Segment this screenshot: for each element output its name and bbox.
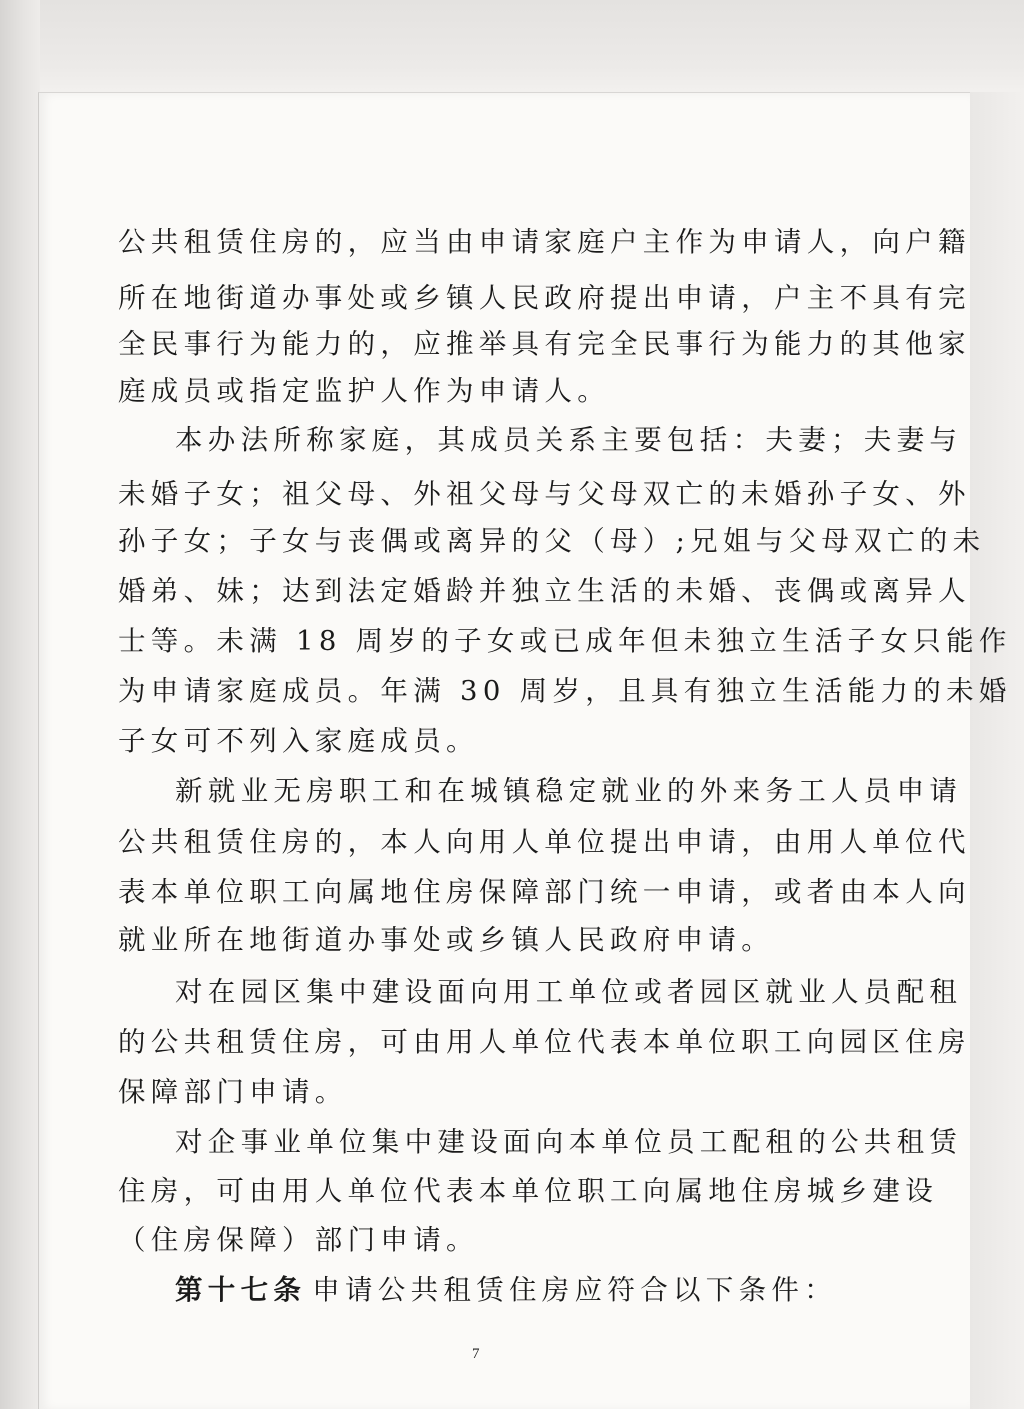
text-line: 保障部门申请。	[118, 1076, 348, 1108]
text-line: 对在园区集中建设面向用工单位或者园区就业人员配租	[175, 976, 963, 1008]
text-line: 孙子女；子女与丧偶或离异的父（母）;兄姐与父母双亡的未	[118, 525, 986, 557]
article-text: 申请公共租赁住房应符合以下条件：	[312, 1274, 838, 1306]
text-line: 住房，可由用人单位代表本单位职工向属地住房城乡建设	[118, 1175, 938, 1207]
text-line: 表本单位职工向属地住房保障部门统一申请，或者由本人向	[118, 876, 971, 908]
page-binding-shadow	[0, 0, 40, 1409]
text-line: 庭成员或指定监护人作为申请人。	[118, 375, 610, 407]
text-line: 士等。未满 18 周岁的子女或已成年但未独立生活子女只能作	[118, 625, 1012, 657]
text-line: 所在地街道办事处或乡镇人民政府提出申请，户主不具有完	[118, 282, 971, 314]
text-line: 的公共租赁住房，可由用人单位代表本单位职工向园区住房	[118, 1026, 971, 1058]
text-line: 本办法所称家庭，其成员关系主要包括：夫妻；夫妻与	[175, 424, 963, 456]
text-line: 婚弟、妹；达到法定婚龄并独立生活的未婚、丧偶或离异人	[118, 575, 971, 607]
text-line: 新就业无房职工和在城镇稳定就业的外来务工人员申请	[175, 775, 963, 807]
article-line	[175, 1274, 838, 1306]
text-line: 公共租赁住房的，本人向用人单位提出申请，由用人单位代	[118, 826, 971, 858]
article-heading: 第十七条	[175, 1274, 307, 1306]
text-line: 为申请家庭成员。年满 30 周岁，且具有独立生活能力的未婚	[118, 675, 1012, 707]
text-line: 公共租赁住房的，应当由申请家庭户主作为申请人，向户籍	[118, 226, 971, 258]
text-line: （住房保障）部门申请。	[118, 1224, 479, 1256]
text-line: 子女可不列入家庭成员。	[118, 725, 479, 757]
text-line: 就业所在地街道办事处或乡镇人民政府申请。	[118, 924, 774, 956]
page-number: 7	[472, 1346, 480, 1362]
text-line: 对企事业单位集中建设面向本单位员工配租的公共租赁	[175, 1126, 963, 1158]
text-line: 全民事行为能力的，应推举具有完全民事行为能力的其他家	[118, 328, 971, 360]
page-right-margin	[970, 92, 1024, 1409]
text-line: 未婚子女；祖父母、外祖父母与父母双亡的未婚孙子女、外	[118, 478, 971, 510]
page-top-edge	[0, 0, 1024, 95]
